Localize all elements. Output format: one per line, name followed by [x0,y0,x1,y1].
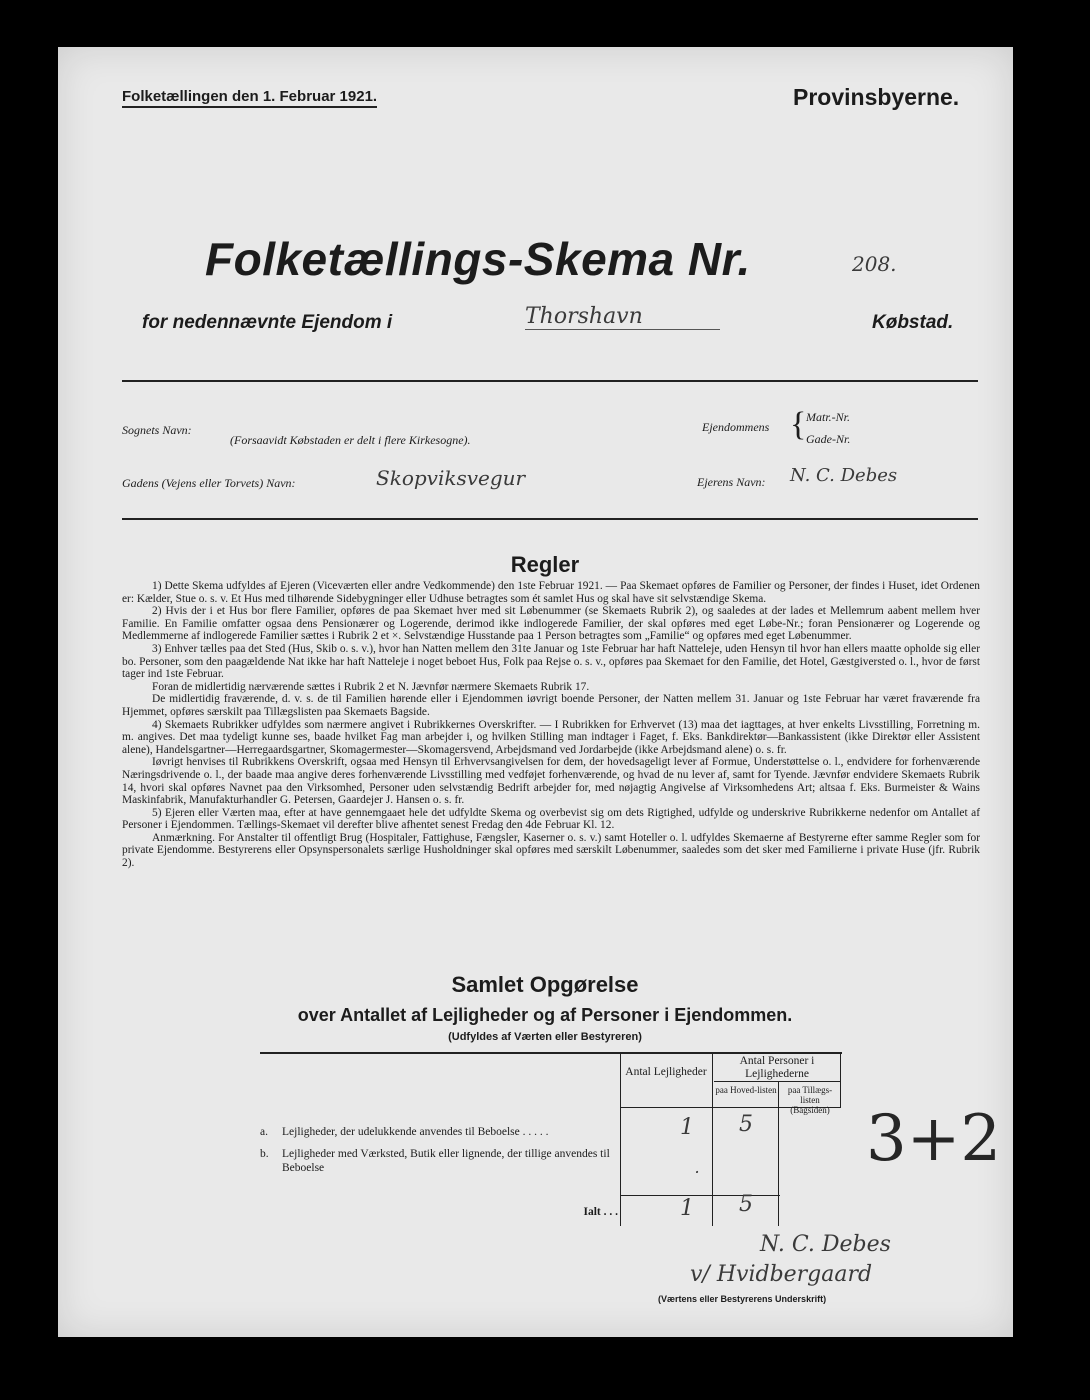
table-top-rule [260,1052,842,1054]
property-brace: { [790,406,807,443]
total-apartments: 1 [680,1196,694,1221]
rule-paragraph: Anmærkning. For Anstalter til offentligt Brug (Hospitaler, Fattighuse, Fængsler, Kaserner o. s. v.) samt Hoteller o. l. udfyldes Skemaerne af Bestyrerne efter samme Regler som for private Ejendomme. Bestyrerens eller Opsynspersonalets særlige Husholdninger skal opføres med særskilt Løbenummer, saaledes som det sker med Familierne i private Huse (jfr. Rubrik 2). [122,831,980,870]
owner-name-label: Ejerens Navn: [697,475,766,489]
signature-line-2: v/ Hvidbergaard [690,1262,873,1287]
summary-heading: Samlet Opgørelse [451,972,639,997]
rule-paragraph: 5) Ejeren eller Værten maa, efter at have gennemgaaet hele det udfyldte Skema og overbevist sig om dets Rigtighed, udfylde og underskrive Rubrikkerne nedenfor om Antallet af Personer i Ejendommen. Tællings-Skemaet vil derefter blive afhentet senest Fredag den 4de Februar Kl. 12. [122,806,980,832]
town-name-handwritten: Thorshavn [525,304,720,330]
province-header: Provinsbyerne. [793,84,960,110]
col-header-persons: Antal Personer i Lejlighederne [739,1055,815,1080]
cell-apartments-b: . [694,1158,700,1177]
row-letter: a. [260,1126,268,1138]
table-col-line [778,1082,779,1226]
gade-nr-label: Gade-Nr. [806,432,851,446]
col-header-supplement-list: paa Tillægs-listen (Bagsiden) [787,1085,833,1115]
rule-paragraph: Foran de midlertidig nærværende sættes i Rubrik 2 et N. Jævnfør nærmere Skemaets Rubrik 17. [152,680,590,693]
form-title: Folketællings-Skema Nr. [205,233,751,285]
parish-name-label: Sognets Navn: [122,423,192,437]
rule-paragraph: 2) Hvis der i et Hus bor flere Familier, opføres de paa Skemaet hver med sit Løbenummer (se Skemaets Rubrik 2), og saaledes at der lades et Mellemrum aabent mellem hver Familie. En Familie omfatter ogsaa dens Pensionærer og Logerende, derimod ikke indlogerede Familier, der skal opføres med eget Løbe-Nr.; foran Pensionærer og Logerende og Medlemmerne af indlogerede Familier sættes i Rubrik 2 et ×. Selvstændige Husstande paa 1 Person betragtes som „Familie“ og opføres med eget Løbenummer. [122,605,980,643]
town-type-label: Købstad. [872,312,954,333]
row-label: Lejligheder med Værksted, Butik eller lignende, der tillige anvendes til Beboelse [282,1148,610,1174]
row-label: Lejligheder, der udelukkende anvendes til Beboelse . . . . . [282,1126,549,1138]
divider-middle [122,518,978,520]
col-header-apartments: Antal Lejligheder [625,1066,707,1078]
col-header-main-list: paa Hoved-listen [715,1085,777,1095]
table-col-line [620,1053,621,1226]
rule-paragraph: 3) Enhver tælles paa det Sted (Hus, Skib o. s. v.), hvor han Natten mellem den 31te Januar og 1ste Februar har haft Natteleje, uden Hensyn til hvor han ellers maatte opholde sig eller bo. Personer, som den paagældende Nat ikke har haft Natteleje i noget beboet Hus, Folk paa Rejse o. s. v., opføres paa Skemaet for den Familie, det Hotel, Gæstgiversted o. l., hvor de først tager ind 1ste Februar. [122,642,980,681]
owner-name-handwritten: N. C. Debes [790,465,898,486]
property-label: Ejendommens [702,420,770,434]
property-subtitle: for nedennævnte Ejendom i [142,312,393,333]
summary-subheading: over Antallet af Lejligheder og af Personer i Ejendommen. [297,1005,793,1025]
matr-nr-label: Matr.-Nr. [806,410,851,424]
rule-paragraph: De midlertidig fraværende, d. v. s. de til Familien hørende eller i Ejendommen iøvrigt boende Personer, der Natten mellem 31. Januar og 1ste Februar har været fraværende fra Hjemmet, opføres særskilt paa Tillægslisten paa Skemaets Bagside. [122,693,980,718]
row-letter: b. [260,1148,269,1160]
divider-top [122,380,978,382]
street-name-label: Gadens (Vejens eller Torvets) Navn: [122,476,296,490]
rules-heading: Regler [510,552,580,577]
rule-paragraph: 1) Dette Skema udfyldes af Ejeren (Viceværten eller andre Vedkommende) den 1ste Februar 1921. — Paa Skemaet opføres de Familier og Personer, der findes i Huset, idet Ordenen er: Kælder, Stue o. s. v. Et Hus med tilhørende Sidebygninger eller Udhuse betragtes som ét samlet Hus og skal have sit selvstændige Skema. [122,580,980,605]
table-sub-rule [714,1081,841,1082]
parish-note: (Forsaavidt Købstaden er delt i flere Kirkesogne). [230,433,471,447]
form-number-handwritten: 208. [852,252,897,276]
summary-note: (Udfyldes af Værten eller Bestyreren) [448,1031,642,1043]
rule-paragraph: Iøvrigt henvises til Rubrikkens Overskrift, ogsaa med Hensyn til Erhvervsangivelsen for dem, der hovedsageligt lever af Formue, Understøttelse o. l., endvidere for forhenværende Næringsdrivende o. l., der baade maa angive deres forhenværende Livsstilling med vedføjet forhenværende, og hvad de nu lever af, samt for Tyende. Jævnfør endvidere Skemaets Rubrik 14, hvori skal opføres Navnet paa den Virksomhed, Personer uden selvstændig Bedrift arbejder for, med nøjagtig Angivelse af Virksomhedens Art; altsaa f. Eks. Burmeister & Wains Maskinfabrik, Manufakturhandler G. Petersen, Gaardejer J. Hansen o. s. fr. [122,756,980,807]
total-label: Ialt . . . [583,1206,618,1218]
signature-line-1: N. C. Debes [760,1232,891,1257]
total-main-list: 5 [739,1192,753,1217]
margin-note-handwritten: 3+2 [866,1102,1002,1176]
signature-caption: (Værtens eller Bestyrerens Underskrift) [658,1294,827,1304]
rule-paragraph: 4) Skemaets Rubrikker udfyldes som nærmere angivet i Rubrikkernes Overskrifter. — I Rubrikken for Erhvervet (13) maa det iagttages, at hver enkelts Livsstilling, Forretning m. m. angives. Det maa tydeligt kunne ses, baade hvilket Fag man arbejder i, og hvilken Stilling man indtager i Faget, f. Eks. Bankdirektør—Bankassistent (ikke Direktør eller Assistent alene), Handelsgartner—Herregaardsgartner, Skomagermester—Skomagersvend, Arbejdsmand ved Jordarbejde (ikke Arbejdsmand alene) o. s. fr. [122,718,980,756]
street-name-handwritten: Skopviksvegur [376,466,526,490]
census-date-header: Folketællingen den 1. Februar 1921. [122,88,377,108]
cell-apartments-a: 1 [680,1115,694,1140]
rules-text [122,580,980,870]
cell-main-list-a: 5 [739,1112,753,1137]
